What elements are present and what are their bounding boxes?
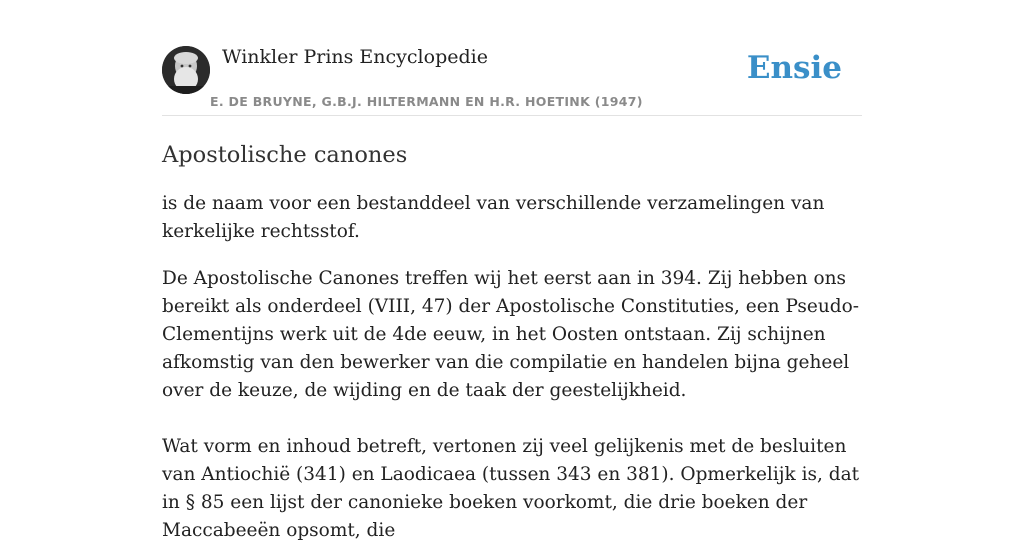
article-paragraph: is de naam voor een bestanddeel van verschillende verzamelingen van kerkelijke rechtsstof. (162, 193, 825, 242)
source-title[interactable]: Winkler Prins Encyclopedie (222, 46, 488, 68)
source-authors: E. DE BRUYNE, G.B.J. HILTERMANN EN H.R. HOETINK (1947) (210, 94, 643, 109)
brand-logo-link[interactable]: Ensie (746, 50, 842, 86)
article-paragraph: Wat vorm en inhoud betreft, vertonen zij veel gelijkenis met de besluiten van Antiochië (341) en Laodicaea (tussen 343 en 381). Opmerkelijk is, dat in § 85 een lijst der canonieke boeken voorkomt, die drie boeken der Maccabeeën opsomt, die (162, 436, 860, 541)
author-avatar[interactable] (162, 46, 210, 94)
portrait-icon (162, 46, 210, 94)
page-container (162, 0, 862, 545)
article-headword: Apostolische canones (162, 142, 408, 168)
source-header (162, 0, 862, 116)
article-paragraph: De Apostolische Canones treffen wij het eerst aan in 394. Zij hebben ons bereikt als onderdeel (VIII, 47) der Apostolische Constituties, een Pseudo-Clementijns werk uit de 4de eeuw, in het Oosten ontstaan. Zij schijnen afkomstig van den bewerker van die compilatie en handelen bijna geheel over de keuze, de wijding en de taak der geestelijkheid. (162, 268, 860, 401)
